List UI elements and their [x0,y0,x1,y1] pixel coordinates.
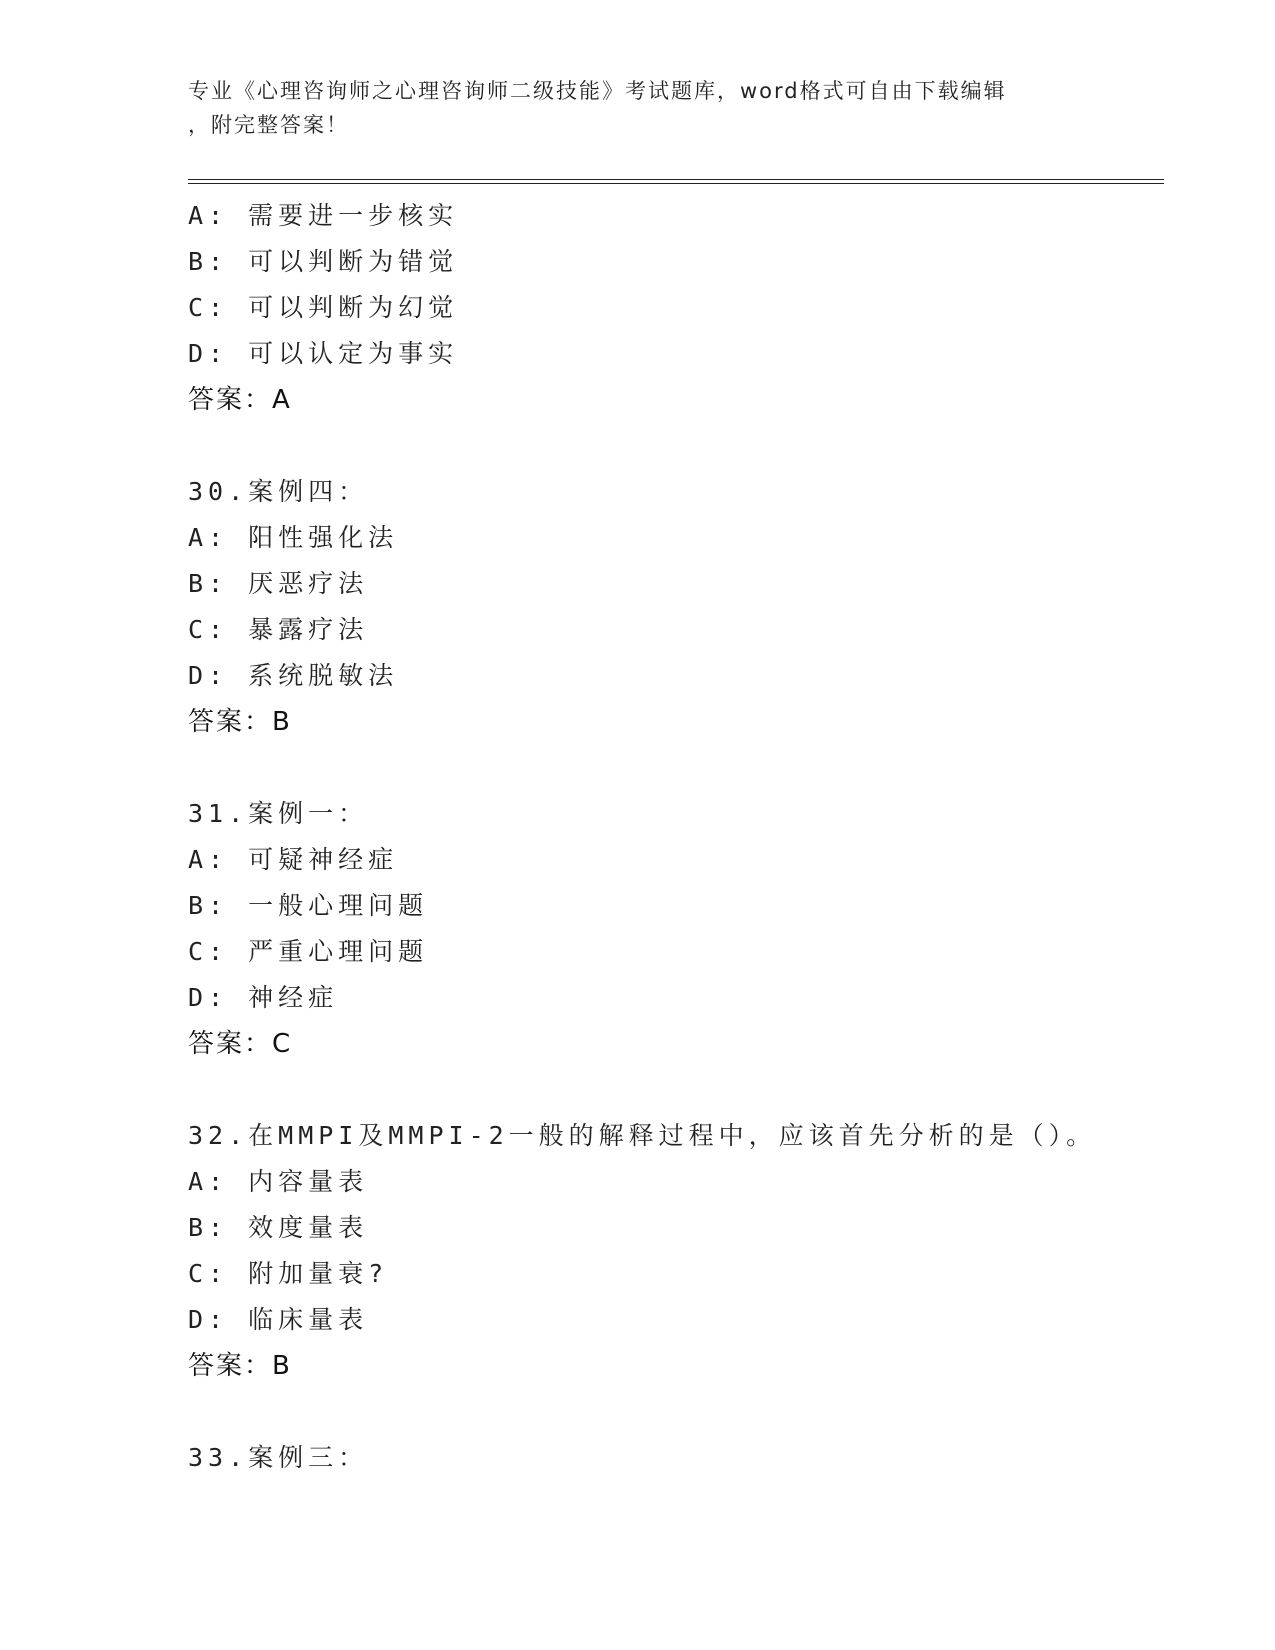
question-block [188,1435,1168,1481]
spacer [188,1389,1168,1435]
question-stem: 32.在MMPI及MMPI-2一般的解释过程中，应该首先分析的是（）。 [188,1121,1097,1150]
question-stem: 31.案例一： [188,799,369,828]
option-d: D: 神经症 [188,983,339,1012]
answer-line: 答案：A [188,385,292,415]
option-b: B: 一般心理问题 [188,891,429,920]
option-b: B: 厌恶疗法 [188,569,369,598]
question-stem: 33.案例三： [188,1443,369,1472]
option-a: A: 可疑神经症 [188,845,399,874]
spacer [188,1067,1168,1113]
header-title-continuation: ，附完整答案！ [188,113,349,137]
question-block [188,791,1168,1067]
option-c: C: 可以判断为幻觉 [188,293,459,322]
question-block [188,1113,1168,1389]
option-d: D: 可以认定为事实 [188,339,459,368]
option-a: A: 内容量表 [188,1167,369,1196]
option-b: B: 效度量表 [188,1213,369,1242]
answer-line: 答案：C [188,1029,293,1059]
option-c: C: 严重心理问题 [188,937,429,966]
answer-line: 答案：B [188,707,292,737]
option-b: B: 可以判断为错觉 [188,247,459,276]
spacer [188,423,1168,469]
header-divider-top [188,179,1164,180]
option-a: A: 需要进一步核实 [188,201,459,230]
header-title-line: 专业《心理咨询师之心理咨询师二级技能》考试题库，word格式可自由下载编辑 [188,79,1007,103]
spacer [188,745,1168,791]
option-c: C: 暴露疗法 [188,615,369,644]
question-stem: 30.案例四： [188,477,369,506]
option-a: A: 阳性强化法 [188,523,399,552]
header-divider-bottom [188,183,1164,184]
question-block [188,193,1168,423]
option-d: D: 临床量表 [188,1305,369,1334]
question-list [188,193,1168,1481]
option-d: D: 系统脱敏法 [188,661,399,690]
answer-line: 答案：B [188,1351,292,1381]
document-header [188,74,1088,142]
question-block [188,469,1168,745]
option-c: C: 附加量衰? [188,1259,389,1288]
